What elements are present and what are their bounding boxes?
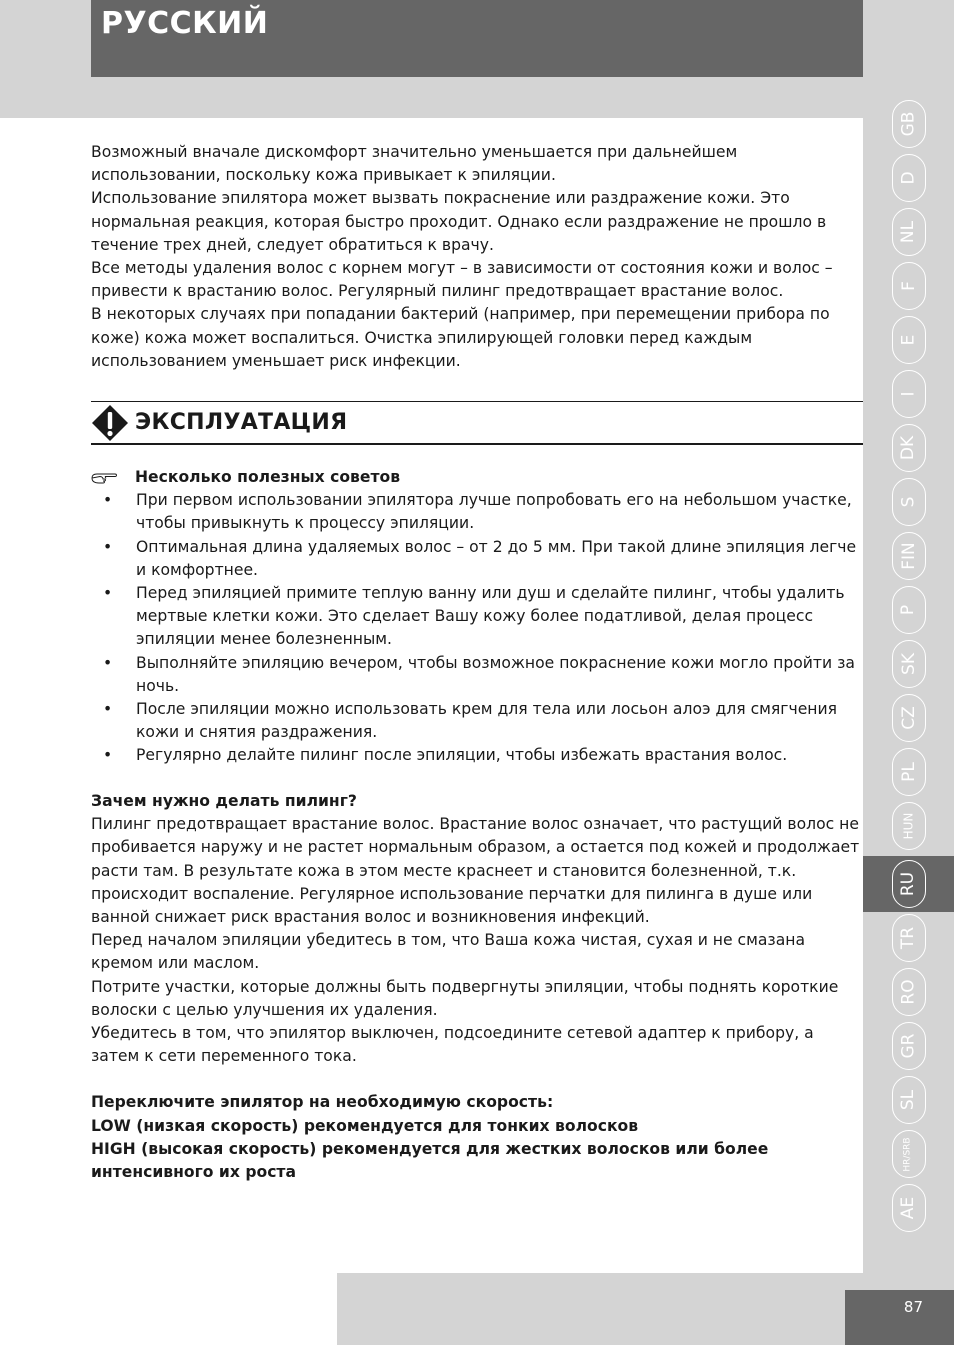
list-item-text: Оптимальная длина удаляемых волос – от 2 до 5 мм. При такой длине эпиляция легче и комфортнее.: [136, 537, 857, 579]
tips-heading: [91, 466, 863, 489]
tab-f[interactable]: [863, 258, 954, 314]
body-paragraph: Убедитесь в том, что эпилятор выключен, подсоедините сетевой адаптер к прибору, а затем к сети переменного тока.: [91, 1024, 814, 1066]
section-title: ЭКСПЛУАТАЦИЯ: [135, 410, 348, 435]
tab-dk[interactable]: [863, 420, 954, 476]
bullet: •: [103, 746, 113, 765]
bullet: •: [103, 491, 113, 510]
tips-heading-text: Несколько полезных советов: [135, 468, 401, 486]
bullet: •: [103, 584, 113, 603]
list-item: [91, 744, 863, 767]
tab-label: NL: [898, 220, 919, 244]
tab-ae[interactable]: [863, 1180, 954, 1236]
list-item-text: Регулярно делайте пилинг после эпиляции, чтобы избежать врастания волос.: [136, 746, 788, 765]
tab-d[interactable]: [863, 150, 954, 206]
spacer: [91, 1068, 863, 1091]
list-item-text: После эпиляции можно использовать крем для тела или лосьон алоэ для смягчения кожи и снятия раздражения.: [136, 700, 838, 742]
intro-paragraph: В некоторых случаях при попадании бактерий (например, при перемещении прибора по коже) кожа может воспалиться. Очистка эпилирующей головки перед каждым использованием уменьшает риск инфекции.: [91, 305, 830, 370]
tab-label: TR: [898, 926, 919, 950]
intro-paragraph: Использование эпилятора может вызвать покраснение или раздражение кожи. Это нормальная реакция, которая быстро проходит. Однако если раздражение не прошло в течение трех дней, следует обратиться к врачу.: [91, 189, 827, 254]
page-title: РУССКИЙ: [101, 6, 269, 41]
tab-label: SL: [898, 1089, 919, 1111]
tab-label: RU: [898, 871, 919, 897]
tab-label: HR/SRB: [903, 1136, 914, 1172]
header-bar: [91, 0, 863, 77]
peeling-section: [91, 790, 863, 1184]
intro-paragraph: Все методы удаления волос с корнем могут – в зависимости от состояния кожи и волос – привести к врастанию волос. Регулярный пилинг предотвращает врастание волос.: [91, 259, 833, 301]
tab-sl[interactable]: [863, 1072, 954, 1128]
tab-label: E: [898, 334, 919, 346]
tab-fin[interactable]: [863, 528, 954, 584]
tab-nl[interactable]: [863, 204, 954, 260]
intro-paragraph: Возможный вначале дискомфорт значительно уменьшается при дальнейшем использовании, поскольку кожа привыкает к эпиляции.: [91, 143, 738, 185]
tab-label: GR: [898, 1033, 919, 1059]
body-paragraph: Пилинг предотвращает врастание волос. Врастание волос означает, что растущий волос не пробивается наружу и не растет нормальным образом, а остается под кожей и продолжает расти там. В результате кожа в этом месте краснеет и становится болезненной, т.к. происходит воспаление. Регулярное использование перчатки для пилинга в душе или ванной снижает риск врастания волос и возникновения инфекций.: [91, 815, 860, 927]
bullet: •: [103, 537, 113, 556]
tips-list: [91, 489, 863, 767]
page-number: 87: [903, 1298, 923, 1316]
tab-label: D: [898, 171, 919, 185]
list-item-text: Выполняйте эпиляцию вечером, чтобы возможное покраснение кожи могло пройти за ночь.: [136, 653, 855, 695]
tab-label: FIN: [898, 542, 919, 570]
list-item-text: При первом использовании эпилятора лучше попробовать его на небольшом участке, чтобы привыкнуть к процессу эпиляции.: [136, 491, 852, 533]
peeling-heading: Зачем нужно делать пилинг?: [91, 792, 357, 810]
tab-label: CZ: [898, 706, 919, 730]
tab-tr[interactable]: [863, 910, 954, 966]
list-item: [91, 536, 863, 582]
list-item: [91, 582, 863, 652]
tab-hr-srb[interactable]: [863, 1126, 954, 1182]
intro-text: [91, 141, 863, 373]
tab-label: HUN: [901, 812, 916, 840]
tab-label: S: [898, 496, 919, 508]
tips-block: [91, 466, 863, 768]
tab-pl[interactable]: [863, 744, 954, 800]
list-item: [91, 652, 863, 698]
tab-label: PL: [898, 762, 919, 782]
list-item: [91, 698, 863, 744]
speed-low: LOW (низкая скорость) рекомендуется для тонких волосков: [91, 1116, 639, 1135]
page-number-box: [845, 1290, 954, 1345]
tab-label: DK: [898, 435, 919, 461]
warning-icon: [91, 404, 129, 442]
bullet: •: [103, 700, 113, 719]
tab-hun[interactable]: [863, 798, 954, 854]
tab-label: P: [898, 604, 919, 616]
list-item-text: Перед эпиляцией примите теплую ванну или душ и сделайте пилинг, чтобы удалить мертвые клетки кожи. Это сделает Вашу кожу более податливой, делая процесс эпиляции менее болезненным.: [136, 584, 845, 649]
bullet: •: [103, 653, 113, 672]
tab-ru[interactable]: [863, 856, 954, 912]
tab-ro[interactable]: [863, 964, 954, 1020]
tab-p[interactable]: [863, 582, 954, 638]
tab-e[interactable]: [863, 312, 954, 368]
tab-cz[interactable]: [863, 690, 954, 746]
tab-gb[interactable]: [863, 96, 954, 152]
list-item: [91, 489, 863, 535]
tab-sk[interactable]: [863, 636, 954, 692]
tab-label: RO: [898, 979, 919, 1005]
section-divider: [91, 443, 863, 445]
tab-label: SK: [898, 653, 919, 675]
speed-high: HIGH (высокая скорость) рекомендуется для жестких волосков или более интенсивного их роста: [91, 1139, 769, 1182]
section-heading: [91, 402, 863, 443]
speed-heading: Переключите эпилятор на необходимую скорость:: [91, 1093, 554, 1112]
tab-label: GB: [898, 111, 919, 137]
tab-label: I: [898, 391, 919, 397]
language-tabs: [863, 96, 954, 1246]
body-paragraph: Потрите участки, которые должны быть подвергнуты эпиляции, чтобы поднять короткие волоски с целью улучшения их удаления.: [91, 977, 839, 1019]
tab-s[interactable]: [863, 474, 954, 530]
tab-gr[interactable]: [863, 1018, 954, 1074]
bottom-white-area: [0, 1273, 337, 1345]
tab-label: AE: [898, 1196, 919, 1220]
pointing-hand-icon: [91, 470, 119, 486]
tab-i[interactable]: [863, 366, 954, 422]
body-paragraph: Перед началом эпиляции убедитесь в том, что Ваша кожа чистая, сухая и не смазана кремом или маслом.: [91, 931, 806, 973]
tab-label: F: [898, 281, 919, 291]
